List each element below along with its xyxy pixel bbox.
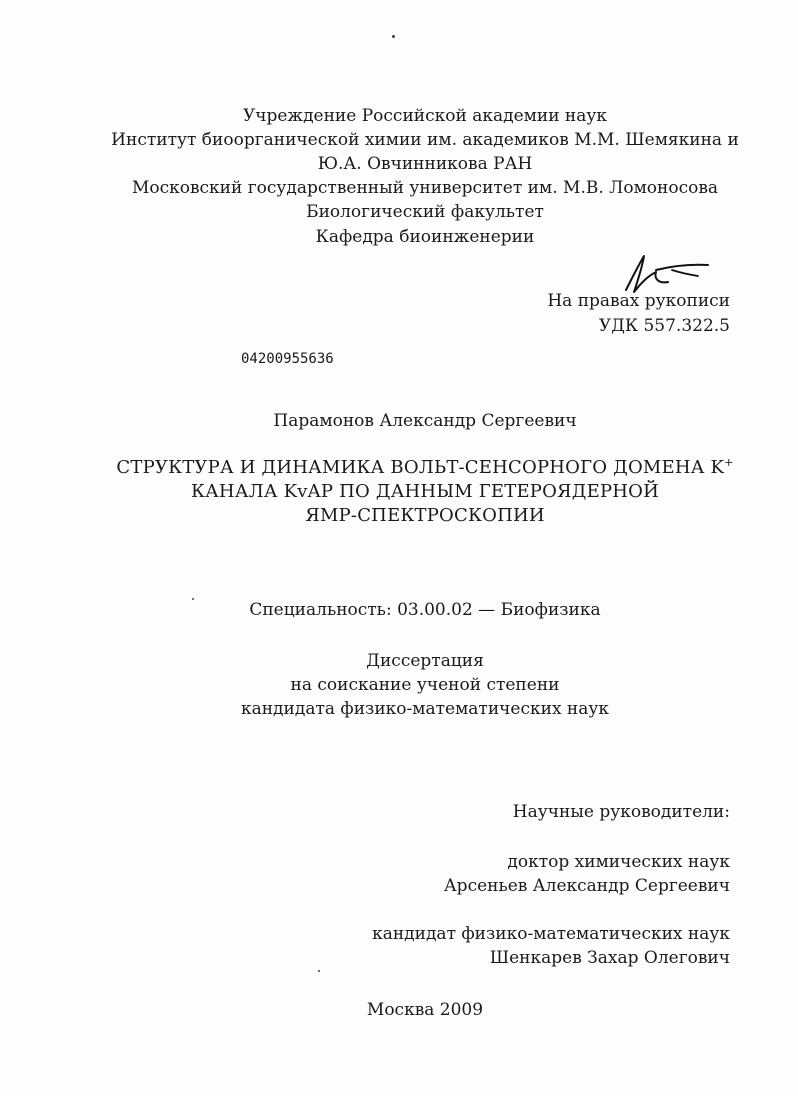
thesis-title-line-2: КАНАЛА KvAP ПО ДАННЫМ ГЕТЕРОЯДЕРНОЙ <box>190 481 660 502</box>
manuscript-rights: На правах рукописи <box>547 291 730 311</box>
institution-line-1: Учреждение Российской академии наук <box>242 106 608 126</box>
supervisor-2-name: Шенкарев Захар Олегович <box>489 948 730 968</box>
supervisor-1-name: Арсеньев Александр Сергеевич <box>443 876 730 896</box>
supervisor-2-degree: кандидат физико-математических наук <box>372 924 730 944</box>
udk-code: УДК 557.322.5 <box>598 316 730 336</box>
specialty: Специальность: 03.00.02 — Биофизика <box>249 600 601 620</box>
thesis-title-line-1 <box>0 456 798 480</box>
city-year: Москва 2009 <box>366 1000 484 1020</box>
supervisor-1-degree: доктор химических наук <box>507 852 730 872</box>
author-name: Парамонов Александр Сергеевич <box>273 411 577 431</box>
institution-line-3: Ю.А. Овчинникова РАН <box>317 154 533 174</box>
supervisors-heading: Научные руководители: <box>512 802 730 822</box>
thesis-title-line-3: ЯМР-СПЕКТРОСКОПИИ <box>305 505 545 526</box>
institution-line-6: Кафедра биоинженерии <box>315 227 535 247</box>
registry-number-stamp: 04200955636 <box>241 351 334 367</box>
institution-line-5: Биологический факультет <box>306 202 544 222</box>
institution-line-4: Московский государственный университет им. М.В. Ломоносова <box>131 178 719 198</box>
degree-line-2: на соискание ученой степени <box>290 675 560 695</box>
scan-speck <box>392 35 395 38</box>
degree-line-3: кандидата физико-математических наук <box>240 699 610 719</box>
thesis-title-line-1-text: СТРУКТУРА И ДИНАМИКА ВОЛЬТ-СЕНСОРНОГО ДОМЕНА K <box>116 457 725 478</box>
scan-speck <box>318 970 320 972</box>
potassium-charge: + <box>724 456 734 469</box>
institution-line-2: Институт биоорганической химии им. академиков М.М. Шемякина и <box>111 130 739 150</box>
degree-line-1: Диссертация <box>366 651 484 671</box>
